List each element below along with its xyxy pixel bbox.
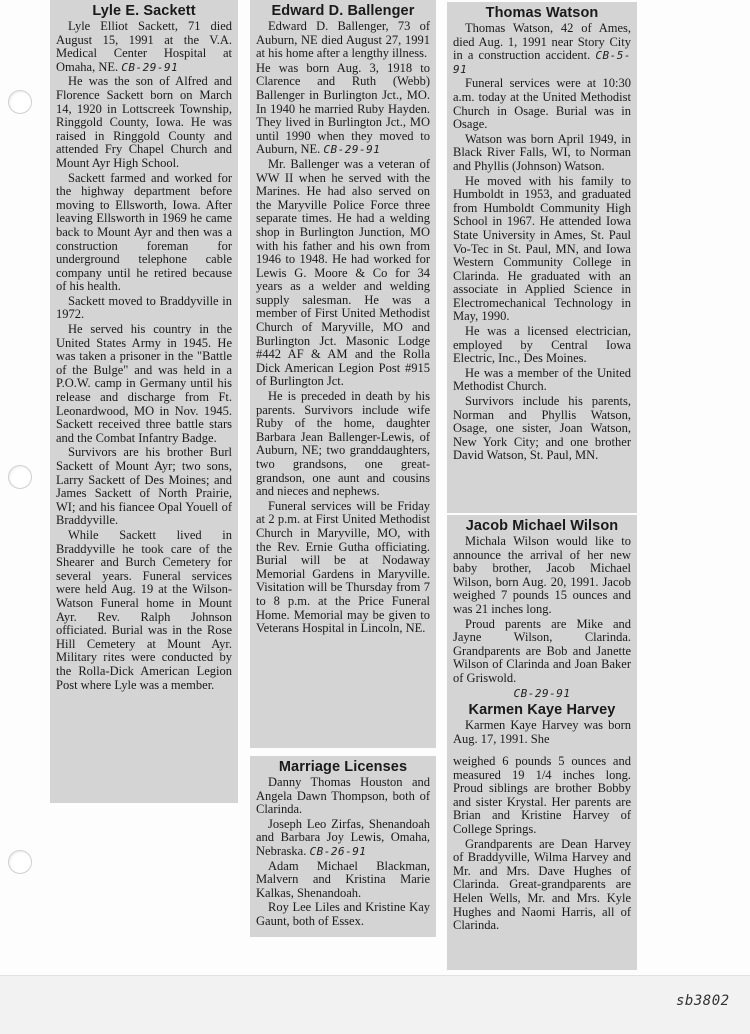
page-mark: sb3802 (676, 993, 730, 1009)
headline-wilson: Jacob Michael Wilson (465, 518, 619, 534)
punch-hole-middle (8, 465, 32, 489)
headline-harvey: Karmen Kaye Harvey (468, 702, 616, 719)
headline-marriage-licenses: Marriage Licenses (278, 759, 408, 775)
obituary-ballenger (250, 0, 436, 748)
birth-harvey-continued (447, 752, 637, 970)
paragraph: Funeral services will be Friday at 2 p.m. at First United Methodist Church in Maryville, MO, with the Rev. Ernie Gutha officiating. Burial will be at Nodaway Memorial Gardens in Maryville. Visitation will be Thursday from 7 to 8 p.m. at the Price Funeral Home. Memorial may be given to Veterans Hospital in Lincoln, NE. (256, 498, 430, 636)
paragraph: Joseph Leo Zirfas, Shenandoah and Barbara Joy Lewis, Omaha, Nebraska. CB-26-91 (256, 816, 430, 858)
paragraph: Roy Lee Liles and Kristine Kay Gaunt, both of Essex. (256, 900, 430, 928)
paragraph: He served his country in the United States Army in 1945. He was taken a prisoner in the "Battle of the Bulge" and was held in a P.O.W. camp in Germany until his release and discharge from Ft. Leonardwood, MO in Nov. 1945. Sackett received three battle stars and the Combat Infantry Badge. (56, 322, 232, 445)
paragraph: Karmen Kaye Harvey was born Aug. 17, 1991. She (453, 718, 631, 746)
paragraph: He moved with his family to Humboldt in 1953, and graduated from Humboldt Community High School in 1967. He attended Iowa State University in Ames, St. Paul Vo-Tec in St. Paul, MN, and Iowa Western Community College in Clarinda. He graduated with an associate in Applied Science in Electromechanical Technology in May, 1990. (453, 173, 631, 324)
obituary-watson (447, 2, 637, 513)
paragraph: weighed 6 pounds 5 ounces and measured 19 1/4 inches long. Proud siblings are brother Bobby and sister Krystal. Her parents are Brian and Kristine Harvey of College Springs. (453, 754, 631, 836)
paragraph: He was the son of Alfred and Florence Sackett born on March 14, 1920 in Lottscreek Township, Ringgold County, Iowa. He was raised in Ringgold County and attended Fry Chapel Church and Mount Ayr High School. (56, 74, 232, 170)
obituary-sackett (50, 0, 238, 803)
headline-sackett: Lyle E. Sackett (92, 3, 196, 19)
paragraph: Danny Thomas Houston and Angela Dawn Thompson, both of Clarinda. (256, 775, 430, 817)
paragraph: He is preceded in death by his parents. Survivors include wife Ruby of the home, daughter Barbara Jean Ballenger-Lewis, of Auburn, NE; two granddaughters, two grandsons, one great-grandson, one aunt and cousins and nieces and nephews. (256, 389, 430, 499)
paragraph: He was a member of the United Methodist Church. (453, 365, 631, 394)
paragraph: He was born Aug. 3, 1918 to Clarence and Ruth (Webb) Ballenger in Burlington Jct., MO. In 1940 he married Ruby Hayden. They lived in Burlington Jct., MO until 1990 when they moved to Auburn, NE. CB-29-91 (256, 60, 430, 157)
handwritten-date-note: CB-29-91 (513, 686, 571, 700)
marriage-licenses (250, 756, 436, 937)
paragraph: Proud parents are Mike and Jayne Wilson, Clarinda. Grandparents are Bob and Janette Wilson of Clarinda and Joan Baker of Griswold. (453, 616, 631, 685)
paragraph: Survivors include his parents, Norman and Phyllis Watson, Osage, one sister, Joan Watson, New York City; and one brother David Watson, St. Paul, MN. (453, 394, 631, 463)
paragraph: While Sackett lived in Braddyville he took care of the Shearer and Burch Cemetery for several years. Funeral services were held Aug. 19 at the Wilson-Watson Funeral home in Mount Ayr. Rev. Ralph Johnson officiated. Burial was in the Rose Hill Cemetery at Mount Ayr. Military rites were conducted by the Rolla-Dick American Legion Post where Lyle was a member. (56, 527, 232, 692)
paragraph: Edward D. Ballenger, 73 of Auburn, NE died August 27, 1991 at his home after a lengthy illness. (256, 19, 430, 61)
paragraph: Watson was born April 1949, in Black River Falls, WI, to Norman and Phyllis (Johnson) Watson. (453, 131, 631, 173)
punch-hole-bottom (8, 850, 32, 874)
paragraph: Adam Michael Blackman, Malvern and Kristina Marie Kalkas, Shenandoah. (256, 858, 430, 900)
headline-ballenger: Edward D. Ballenger (271, 3, 415, 19)
paragraph: Lyle Elliot Sackett, 71 died August 15, 1991 at the V.A. Medical Center Hospital at Omaha, NE. CB-29-91 (56, 19, 232, 74)
handwritten-date-note: CB-5-91 (453, 49, 632, 76)
handwritten-date-note: CB-29-91 (323, 143, 381, 157)
paragraph: Grandparents are Dean Harvey of Braddyville, Wilma Harvey and Mr. and Mrs. Dave Hughes of Clarinda. Great-grandparents are Helen Wells, Mr. and Mrs. Kyle Hughes and Naomi Harris, all of Clarinda. (453, 836, 631, 933)
punch-hole-top (8, 90, 32, 114)
birth-wilson-harvey (447, 515, 637, 752)
paragraph: Sackett farmed and worked for the highway department before moving to Ellsworth, Iowa. After leaving Ellsworth in 1969 he came back to Mount Ayr and then was a construction foreman for underground telephone cable company until he retired because of his health. (56, 170, 232, 294)
handwritten-date-note: CB-29-91 (121, 60, 179, 74)
paragraph: Funeral services were at 10:30 a.m. today at the United Methodist Church in Osage. Burial was in Osage. (453, 76, 631, 132)
paragraph: Mr. Ballenger was a veteran of WW II when he served with the Marines. He had also served on the Maryville Police Force three separate times. He had a welding shop in Burlington Junction, MO with his father and his own from 1946 to 1948. He had worked for Lewis G. Moore & Co for 34 years as a welder and welding supply salesman. He was a member of First United Methodist Church of Maryville, MO and Burlington Jct. Masonic Lodge #442 AF & AM and the Rolla Dick American Legion Post #915 of Burlington Jct. (256, 156, 430, 389)
paragraph: Thomas Watson, 42 of Ames, died Aug. 1, 1991 near Story City in a construction accident. CB-5-91 (453, 21, 632, 76)
paragraph: He was a licensed electrician, employed by Central Iowa Electric, Inc., Des Moines. (453, 324, 631, 366)
paragraph: Michala Wilson would like to announce the arrival of her new baby brother, Jacob Michael Wilson, born Aug. 20, 1991. Jacob weighed 7 pounds 15 ounces and was 21 inches long. (453, 534, 631, 616)
scan-margin (0, 975, 750, 1034)
paragraph: Survivors are his brother Burl Sackett of Mount Ayr; two sons, Larry Sackett of Des Moines; and James Sackett of North Prairie, WI; and his fiancee Opal Youell of Braddyville. (56, 445, 232, 528)
handwritten-date-note: CB-26-91 (309, 844, 367, 858)
paragraph: Sackett moved to Braddyville in 1972. (56, 293, 232, 322)
headline-watson: Thomas Watson (485, 5, 599, 21)
